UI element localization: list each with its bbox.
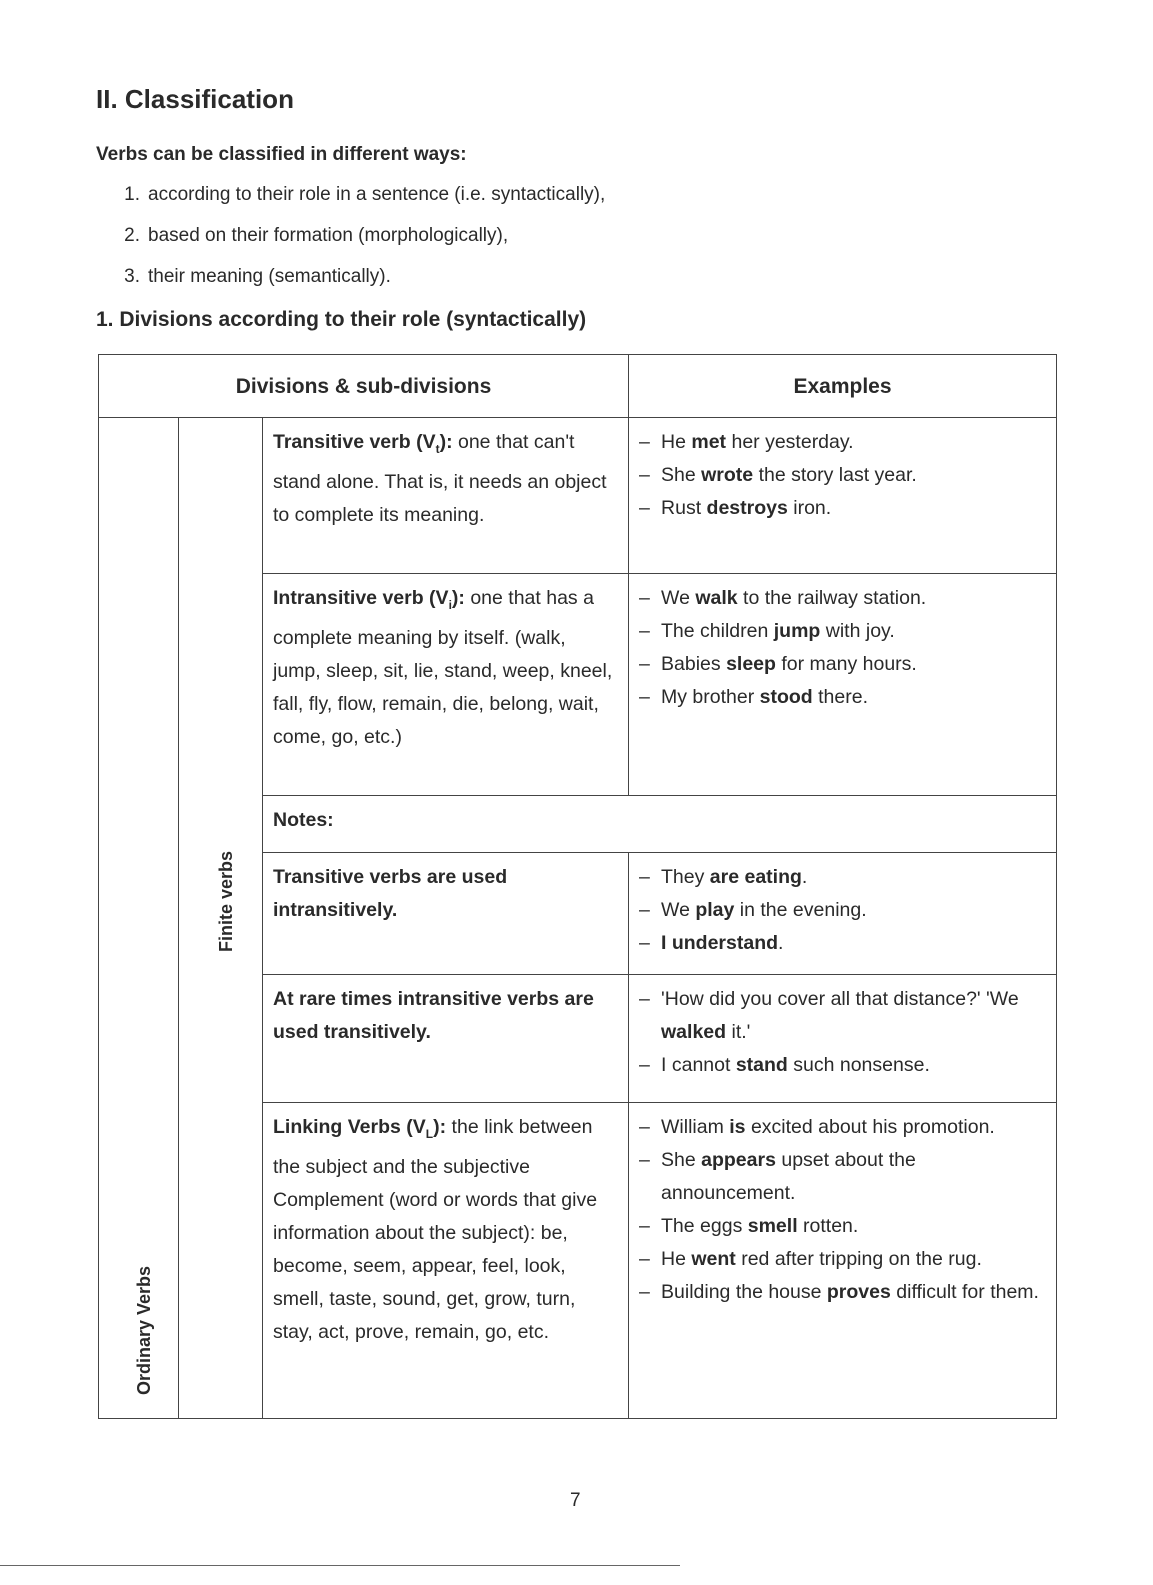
example-item: – Rust destroys iron. — [639, 492, 1046, 525]
linking-examples — [629, 1103, 1057, 1419]
list-text: according to their role in a sentence (i.e. syntactically), — [148, 184, 606, 205]
page-title: II. Classification — [96, 84, 294, 114]
group-finite-verbs — [179, 418, 263, 1103]
table-row — [99, 418, 1057, 574]
description-text: one that can't stand alone. That is, it needs an object to complete its meaning. — [273, 431, 607, 526]
example-item: – The eggs smell rotten. — [639, 1210, 1046, 1243]
group-ordinary-label: Ordinary Verbs — [133, 1265, 154, 1395]
intransitive-description: Intransitive verb $(V_i)$: one that has a complete meaning by itself. (walk, jump, sleep, sit, lie, stand, weep, kneel, fall, fly, flow, remain, die, belong, wait, come, go, etc.) — [263, 574, 629, 796]
intransitive-examples — [629, 574, 1057, 796]
trans-intrans-description: Transitive verbs are used intransitively. — [263, 853, 629, 975]
header-examples: Examples — [629, 355, 1057, 418]
example-item: – 'How did you cover all that distance?' 'We walked it.' — [639, 983, 1046, 1049]
table-row — [99, 1103, 1057, 1419]
table-header-row — [99, 355, 1057, 418]
example-item: – Building the house proves difficult for them. — [639, 1276, 1046, 1309]
example-item: – I cannot stand such nonsense. — [639, 1049, 1046, 1082]
example-item: – Babies sleep for many hours. — [639, 648, 1046, 681]
example-item: – The children jump with joy. — [639, 615, 1046, 648]
group-finite-label: Finite verbs — [215, 850, 236, 952]
term-subscript: t — [435, 441, 440, 456]
page-number: 7 — [570, 1490, 581, 1511]
list-text: their meaning (semantically). — [148, 266, 391, 287]
divisions-table — [98, 354, 1057, 1419]
example-item: – William is excited about his promotion. — [639, 1111, 1046, 1144]
group-ordinary-verbs — [99, 418, 179, 1419]
header-divisions: Divisions & sub-divisions — [99, 355, 629, 418]
intrans-trans-examples — [629, 975, 1057, 1103]
list-item — [108, 225, 508, 247]
example-item: – They are eating. — [639, 861, 1046, 894]
section-heading: 1. Divisions according to their role (syntactically) — [96, 308, 587, 331]
list-number: 2. — [124, 225, 140, 246]
trans-intrans-examples — [629, 853, 1057, 975]
intrans-trans-description: At rare times intransitive verbs are used transitively. — [263, 975, 629, 1103]
example-item: – My brother stood there. — [639, 681, 1046, 714]
example-item: – I understand. — [639, 927, 1046, 960]
intro-text: Verbs can be classified in different ways: — [96, 144, 467, 165]
example-item: – He met her yesterday. — [639, 426, 1046, 459]
example-item: – She wrote the story last year. — [639, 459, 1046, 492]
example-item: – He went red after tripping on the rug. — [639, 1243, 1046, 1276]
example-item: – We walk to the railway station. — [639, 582, 1046, 615]
list-text: based on their formation (morphologically), — [148, 225, 509, 246]
list-number: 3. — [124, 266, 140, 287]
finite-verbs-continuation — [179, 1103, 263, 1419]
transitive-description — [263, 418, 629, 574]
example-item: – She appears upset about the announcement. — [639, 1144, 1046, 1210]
example-item: – We play in the evening. — [639, 894, 1046, 927]
notes-label: Notes: — [263, 796, 1057, 853]
list-item — [108, 184, 605, 206]
term: Transitive verb (V — [273, 431, 436, 453]
transitive-examples — [629, 418, 1057, 574]
list-number: 1. — [124, 184, 140, 205]
term-end: ): — [439, 431, 453, 453]
footer-divider — [0, 1565, 680, 1566]
list-item — [108, 266, 391, 288]
linking-description: Linking Verbs $(V_L)$: the link between the subject and the subjective Complement (word or words that give information about the subject): be, become, seem, appear, feel, look, smell, taste, sound, get, grow, turn, stay, act, prove, remain, go, etc. — [263, 1103, 629, 1419]
